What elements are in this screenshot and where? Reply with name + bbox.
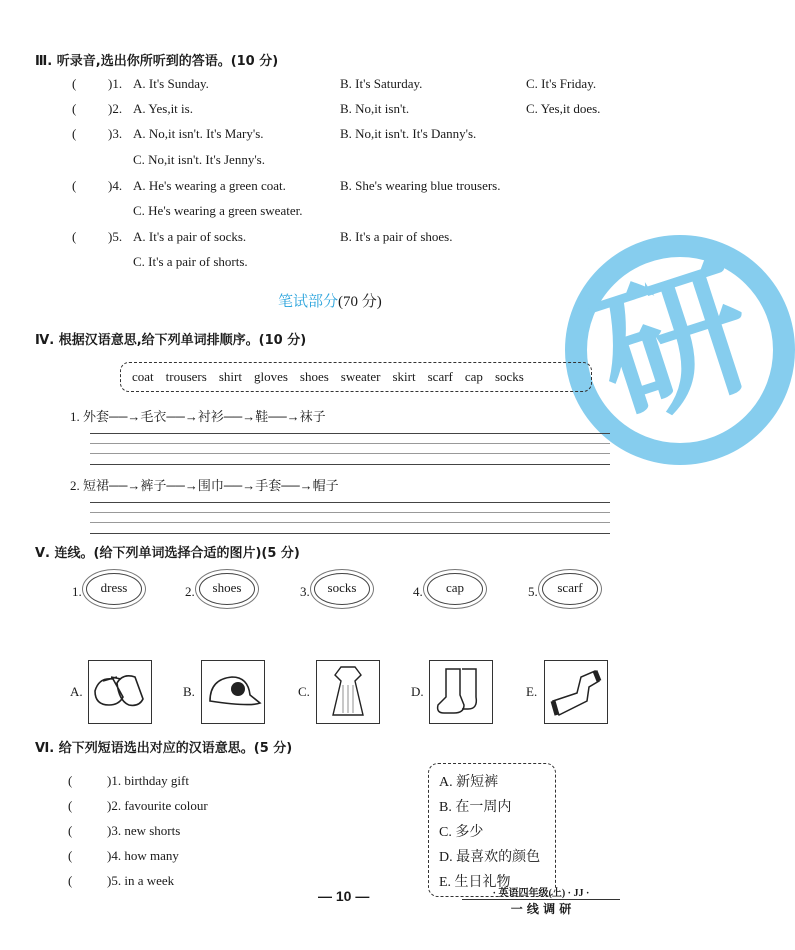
option-c: C. It's Friday.: [526, 76, 597, 91]
cap-icon: [202, 661, 264, 723]
option-a: A. No,it isn't. It's Mary's.: [133, 126, 264, 141]
option-b: B. She's wearing blue trousers.: [340, 178, 501, 193]
word-oval-dress[interactable]: dress: [86, 573, 142, 605]
section6-heading: Ⅵ. 给下列短语选出对应的汉语意思。(5 分): [35, 741, 293, 756]
answer-line: [90, 522, 610, 523]
picture-box[interactable]: [429, 660, 493, 724]
word-bank-word: sweater: [340, 369, 381, 384]
word-bank-word: scarf: [427, 369, 453, 384]
word-bank-word: shoes: [299, 369, 329, 384]
option-a: A. Yes,it is.: [133, 101, 193, 116]
picture-label: D.: [411, 684, 424, 699]
answer-blank[interactable]: (: [68, 823, 73, 838]
meaning-option: A. 新短裤: [439, 775, 499, 790]
answer-line[interactable]: [90, 502, 610, 503]
answer-line: [90, 453, 610, 454]
picture-box[interactable]: [88, 660, 152, 724]
word-oval-socks[interactable]: socks: [314, 573, 370, 605]
word-oval-cap[interactable]: cap: [427, 573, 483, 605]
section4-heading: Ⅳ. 根据汉语意思,给下列单词排顺序。(10 分): [35, 333, 307, 348]
word-oval-shoes[interactable]: shoes: [199, 573, 255, 605]
phrase: )1. birthday gift: [107, 773, 189, 788]
answer-blank[interactable]: (: [72, 178, 77, 193]
socks-icon: [430, 661, 492, 723]
picture-label: A.: [70, 684, 83, 699]
option-c: C. It's a pair of shorts.: [133, 254, 248, 269]
phrase: )3. new shorts: [107, 823, 181, 838]
option-a: A. It's Sunday.: [133, 76, 209, 91]
word-bank-word: coat: [132, 369, 154, 384]
answer-blank[interactable]: (: [68, 848, 73, 863]
answer-blank[interactable]: (: [72, 101, 77, 116]
section5-heading: Ⅴ. 连线。(给下列单词选择合适的图片)(5 分): [35, 546, 300, 561]
question-number: )1.: [108, 76, 123, 91]
meaning-option: E. 生日礼物: [439, 875, 511, 890]
written-title: 笔试部分: [278, 292, 339, 310]
watermark-text: 研: [576, 239, 774, 451]
options-box: [428, 763, 556, 897]
option-c: C. Yes,it does.: [526, 101, 601, 116]
written-part-title: [278, 290, 382, 311]
option-b: B. No,it isn't.: [340, 101, 410, 116]
option-b: B. No,it isn't. It's Danny's.: [340, 126, 477, 141]
word-number: 2.: [185, 584, 195, 599]
answer-line: [90, 512, 610, 513]
option-c: C. He's wearing a green sweater.: [133, 203, 303, 218]
option-b: B. It's a pair of shoes.: [340, 229, 453, 244]
option-c: C. No,it isn't. It's Jenny's.: [133, 152, 265, 167]
phrase: )5. in a week: [107, 873, 175, 888]
question-number: )5.: [108, 229, 123, 244]
answer-line: [90, 533, 610, 534]
phrase: )2. favourite colour: [107, 798, 208, 813]
order-item-1: 1. 外套──→毛衣──→衬衫──→鞋──→袜子: [70, 409, 326, 424]
picture-box[interactable]: [316, 660, 380, 724]
word-bank-word: shirt: [218, 369, 242, 384]
word-bank-word: gloves: [253, 369, 288, 384]
word-bank-word: skirt: [392, 369, 416, 384]
page-number: — 10 —: [318, 888, 370, 904]
answer-blank[interactable]: (: [72, 76, 77, 91]
question-number: )2.: [108, 101, 123, 116]
answer-line: [90, 443, 610, 444]
answer-blank[interactable]: (: [72, 126, 77, 141]
meaning-option: B. 在一周内: [439, 800, 512, 815]
word-bank-word: trousers: [165, 369, 207, 384]
answer-line[interactable]: [90, 433, 610, 434]
brand: 一 线 调 研: [510, 902, 572, 916]
answer-blank[interactable]: (: [68, 798, 73, 813]
word-number: 3.: [300, 584, 310, 599]
option-b: B. It's Saturday.: [340, 76, 423, 91]
section3-heading: Ⅲ. 听录音,选出你所听到的答语。(10 分): [35, 54, 279, 69]
option-a: A. It's a pair of socks.: [133, 229, 247, 244]
shoes-icon: [89, 661, 151, 723]
word-bank-word: socks: [494, 369, 524, 384]
dress-icon: [317, 661, 379, 723]
written-score: (70 分): [338, 294, 382, 310]
picture-box[interactable]: [544, 660, 608, 724]
answer-blank[interactable]: (: [68, 773, 73, 788]
picture-label: C.: [298, 684, 310, 699]
picture-box[interactable]: [201, 660, 265, 724]
book-title: · 英语四年级(上) · JJ ·: [462, 884, 620, 900]
phrase: )4. how many: [107, 848, 179, 863]
word-oval-scarf[interactable]: scarf: [542, 573, 598, 605]
picture-label: E.: [526, 684, 538, 699]
answer-blank[interactable]: (: [68, 873, 73, 888]
word-number: 1.: [72, 584, 82, 599]
answer-line: [90, 464, 610, 465]
picture-label: B.: [183, 684, 195, 699]
question-number: )4.: [108, 178, 123, 193]
order-item-2: 2. 短裙──→裤子──→围巾──→手套──→帽子: [70, 478, 339, 493]
word-bank: [132, 369, 536, 385]
word-bank-word: cap: [464, 369, 483, 384]
meaning-option: C. 多少: [439, 825, 484, 840]
question-number: )3.: [108, 126, 123, 141]
meaning-option: D. 最喜欢的颜色: [439, 850, 541, 865]
word-number: 5.: [528, 584, 538, 599]
option-a: A. He's wearing a green coat.: [133, 178, 286, 193]
answer-blank[interactable]: (: [72, 229, 77, 244]
word-number: 4.: [413, 584, 423, 599]
scarf-icon: [545, 661, 607, 723]
